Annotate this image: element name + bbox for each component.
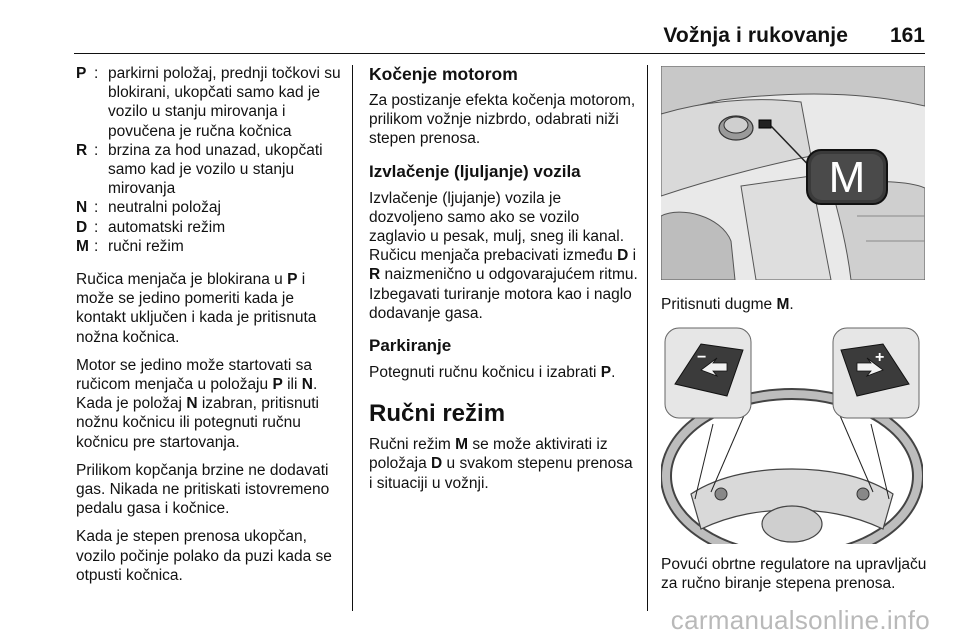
paragraph-no-throttle: Prilikom kopčanja brzine ne dodavati gas. Nikada ne pritiskati istovremeno pedalu gasa i kočnice. (76, 461, 330, 518)
heading-manual-mode: Ručni režim (369, 400, 506, 428)
paragraph-creep: Kada je stepen prenosa ukopčan, vozilo počinje polako da puzi kada se otpusti kočnica. (76, 528, 332, 584)
column-divider-left (352, 65, 353, 611)
definition-key: P (76, 65, 87, 82)
paragraph-lever-blocked: Ručica menjača je blokirana u P i može se jedino pomeriti kada je kontakt uključen i kada je pritisnuta nožna kočnica. (76, 271, 317, 346)
dashboard-illustration (661, 66, 925, 280)
column-right (661, 64, 931, 603)
minus-paddle-label: − (697, 349, 707, 367)
paragraph-engine-braking: Za postizanje efekta kočenja motorom, prilikom vožnje nizbrdo, odabrati niži stepen prenosa. (369, 92, 636, 148)
definition-row-d (76, 218, 346, 237)
column-divider-right (647, 65, 648, 611)
paragraph-rocking: Izvlačenje (ljujanje) vozila je dozvoljeno samo ako se vozilo zaglavio u pesak, mulj, sneg ili kanal. Ručicu menjača prebacivati između D i R naizmenično u odgovarajućem ritmu. Izbegavati turiranje motora kao i naglo dodavanje gasa. (369, 189, 638, 322)
plus-paddle-label: + (875, 349, 885, 367)
steering-wheel-illustration (661, 324, 923, 544)
definition-text: neutralni položaj (108, 199, 221, 217)
figure-m-button (661, 66, 925, 280)
definition-text: parkirni položaj, prednji točkovi su blokirani, ukopčati samo kad je vozilo u stanju mirovanja i povučena je ručna kočnica (108, 65, 341, 140)
definition-key: N (76, 199, 88, 217)
gear-definition-list (76, 64, 346, 256)
heading-engine-braking: Kočenje motorom (369, 64, 518, 84)
column-left (76, 64, 346, 594)
heading-rocking: Izvlačenje (ljuljanje) vozila (369, 161, 581, 181)
definition-separator: : (94, 199, 99, 217)
definition-separator: : (94, 237, 99, 255)
header-rule (74, 53, 925, 54)
heading-parking: Parkiranje (369, 336, 452, 356)
definition-text: automatski režim (108, 218, 226, 236)
figure-paddle-shifters (661, 324, 923, 544)
definition-key: M (76, 237, 89, 255)
paragraph-parking: Potegnuti ručnu kočnicu i izabrati P. (369, 364, 616, 382)
definition-key: R (76, 141, 88, 159)
caption-paddle-shifters: Povući obrtne regulatore na upravljaču za ručno biranje stepena prenosa. (661, 556, 927, 593)
definition-key: D (76, 218, 88, 236)
m-badge-letter: M (828, 153, 866, 202)
definition-separator: : (94, 65, 99, 82)
watermark: carmanualsonline.info (670, 605, 930, 635)
definition-text: brzina za hod unazad, ukopčati samo kad je vozilo u stanju mirovanja (108, 141, 323, 198)
definition-row-r (76, 141, 346, 199)
page-header (0, 0, 960, 56)
page-number: 161 (889, 24, 925, 47)
definition-separator: : (94, 218, 99, 236)
definition-row-p (76, 64, 346, 141)
definition-text: ručni režim (108, 237, 184, 255)
caption-press-m: Pritisnuti dugme M. (661, 296, 794, 313)
definition-row-m (76, 237, 346, 256)
paragraph-engine-start: Motor se jedino može startovati sa ručicom menjača u položaju P ili N. Kada je položaj N izabran, pritisnuti nožnu kočnicu ili potegnuti ručnu kočnicu pre startovanja. (76, 356, 319, 451)
page-title: Vožnja i rukovanje (663, 24, 848, 47)
paragraph-manual-mode: Ručni režim M se može aktivirati iz položaja D u svakom stepenu prenosa i situaciji u vožnji. (369, 436, 633, 492)
definition-separator: : (94, 141, 99, 159)
definition-row-n (76, 198, 346, 217)
column-middle (369, 64, 639, 502)
